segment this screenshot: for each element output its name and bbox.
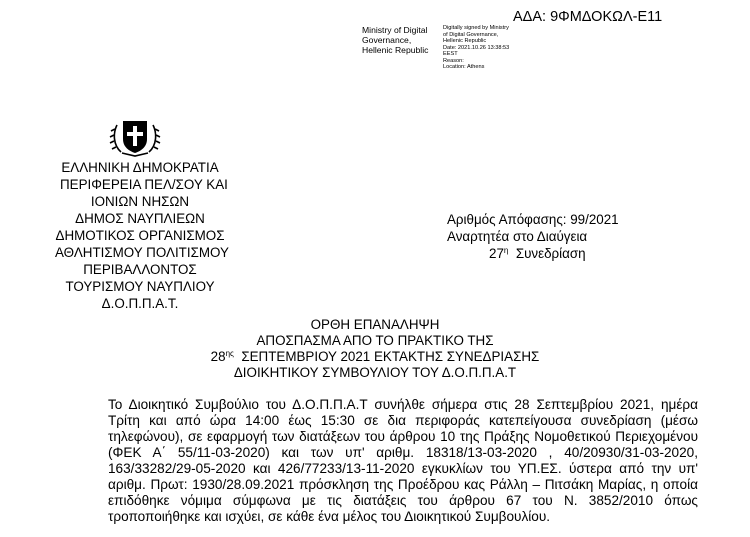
org-line-7: ΠΕΡΙΒΑΛΛΟΝΤΟΣ — [83, 262, 197, 277]
header-date-sup: ης — [225, 349, 234, 358]
session-label: Συνεδρίαση — [515, 246, 586, 261]
session-number — [489, 246, 586, 261]
sig-detail-7: Location: Athens — [443, 64, 485, 70]
body-line-3: τηλεφώνου), σε εφαρμογή των διατάξεων του άρθρου 10 της Πράξης Νομοθετικού Περιεχομένου — [108, 429, 698, 444]
body-line-7: επιδόθηκε νόμιμα σύμφωνα με τις διατάξεις του άρθρου 67 του Ν. 3852/2010 όπως — [108, 493, 698, 508]
org-line-8: ΤΟΥΡΙΣΜΟΥ ΝΑΥΠΛΙΟΥ — [65, 279, 215, 294]
org-line-2: ΠΕΡΙΦΕΡΕΙΑ ΠΕΛ/ΣΟΥ ΚΑΙ — [60, 177, 228, 192]
session-number-sup: η — [503, 246, 509, 255]
signer-line-2: Governance, — [362, 35, 412, 45]
header-date-num: 28 — [210, 349, 226, 364]
org-line-1: ΕΛΛΗΝΙΚΗ ΔΗΜΟΚΡΑΤΙΑ — [61, 160, 219, 175]
body-line-6: αριθμ. Πρωτ: 1930/28.09.2021 πρόσκληση της Προέδρου κας Ράλλη – Πιτσάκη Μαρίας, η οποία — [108, 477, 698, 492]
org-line-5: ΔΗΜΟΤΙΚΟΣ ΟΡΓΑΝΙΣΜΟΣ — [55, 228, 225, 243]
signer-line-3: Hellenic Republic — [362, 45, 429, 55]
signer-line-1: Ministry of Digital — [362, 25, 428, 35]
body-line-2: Τρίτη και από ώρα 14:00 έως 15:30 σε δια περιφοράς κατεπείγουσα συνεδρίαση (μέσω — [108, 413, 698, 428]
body-line-5: 163/33282/29-05-2020 και 426/77233/13-11-2020 εγκυκλίων του ΥΠ.ΕΣ. ύστερα από την υπ' — [108, 461, 698, 476]
ada-code: ΑΔΑ: 9ΦΜΔΟΚΩΛ-Ε11 — [513, 9, 663, 25]
decision-number: Αριθμός Απόφασης: 99/2021 — [447, 212, 619, 227]
org-line-4: ΔΗΜΟΣ ΝΑΥΠΛΙΕΩΝ — [75, 211, 205, 226]
header-apospasma: ΑΠΟΣΠΑΣΜΑ ΑΠΟ ΤΟ ΠΡΑΚΤΙΚΟ ΤΗΣ — [256, 333, 494, 348]
org-line-3: ΙΟΝΙΩΝ ΝΗΣΩΝ — [90, 194, 190, 209]
sig-detail-4: Date: 2021.10.26 13:38:53 — [443, 44, 510, 51]
sig-detail-3: Hellenic Republic — [443, 38, 487, 44]
org-line-9: Δ.Ο.Π.Π.Α.Τ. — [101, 296, 179, 311]
sig-detail-5: EEST — [443, 51, 458, 57]
header-board: ΔΙΟΙΚΗΤΙΚΟΥ ΣΥΜΒΟΥΛΙΟΥ ΤΟΥ Δ.Ο.Π.Π.Α.Τ — [233, 365, 517, 380]
org-line-6: ΑΘΛΗΤΙΣΜΟΥ ΠΟΛΙΤΙΣΜΟΥ — [55, 245, 229, 260]
body-line-1: Το Διοικητικό Συμβούλιο του Δ.Ο.Π.Π.Α.Τ συνήλθε σήμερα στις 28 Σεπτεμβρίου 2021, ημέρα — [108, 397, 698, 412]
header-date-rest: ΣΕΠΤΕΜΒΡΙΟΥ 2021 ΕΚΤΑΚΤΗΣ ΣΥΝΕΔΡΙΑΣΗΣ — [241, 349, 540, 364]
sig-detail-2: of Digital Governance, — [443, 31, 499, 38]
body-line-4: (ΦΕΚ Α΄ 55/11-03-2020) και των υπ' αριθμ. 18318/13-03-2020 , 40/20930/31-03-2020, — [108, 445, 698, 460]
decision-posting-note: Αναρτητέα στο Διαύγεια — [447, 229, 588, 244]
coat-of-arms-icon — [109, 117, 161, 157]
sig-detail-6: Reason: — [443, 57, 464, 64]
header-session-date — [0, 349, 750, 364]
session-number-value: 27 — [489, 246, 504, 261]
body-line-8: τροποποιήθηκε και ισχύει, σε κάθε ένα μέλος του Διοικητικού Συμβουλίου. — [108, 509, 551, 524]
sig-detail-1: Digitally signed by Ministry — [443, 25, 509, 31]
header-orthi-epanalipsi: ΟΡΘΗ ΕΠΑΝΑΛΗΨΗ — [310, 317, 440, 332]
